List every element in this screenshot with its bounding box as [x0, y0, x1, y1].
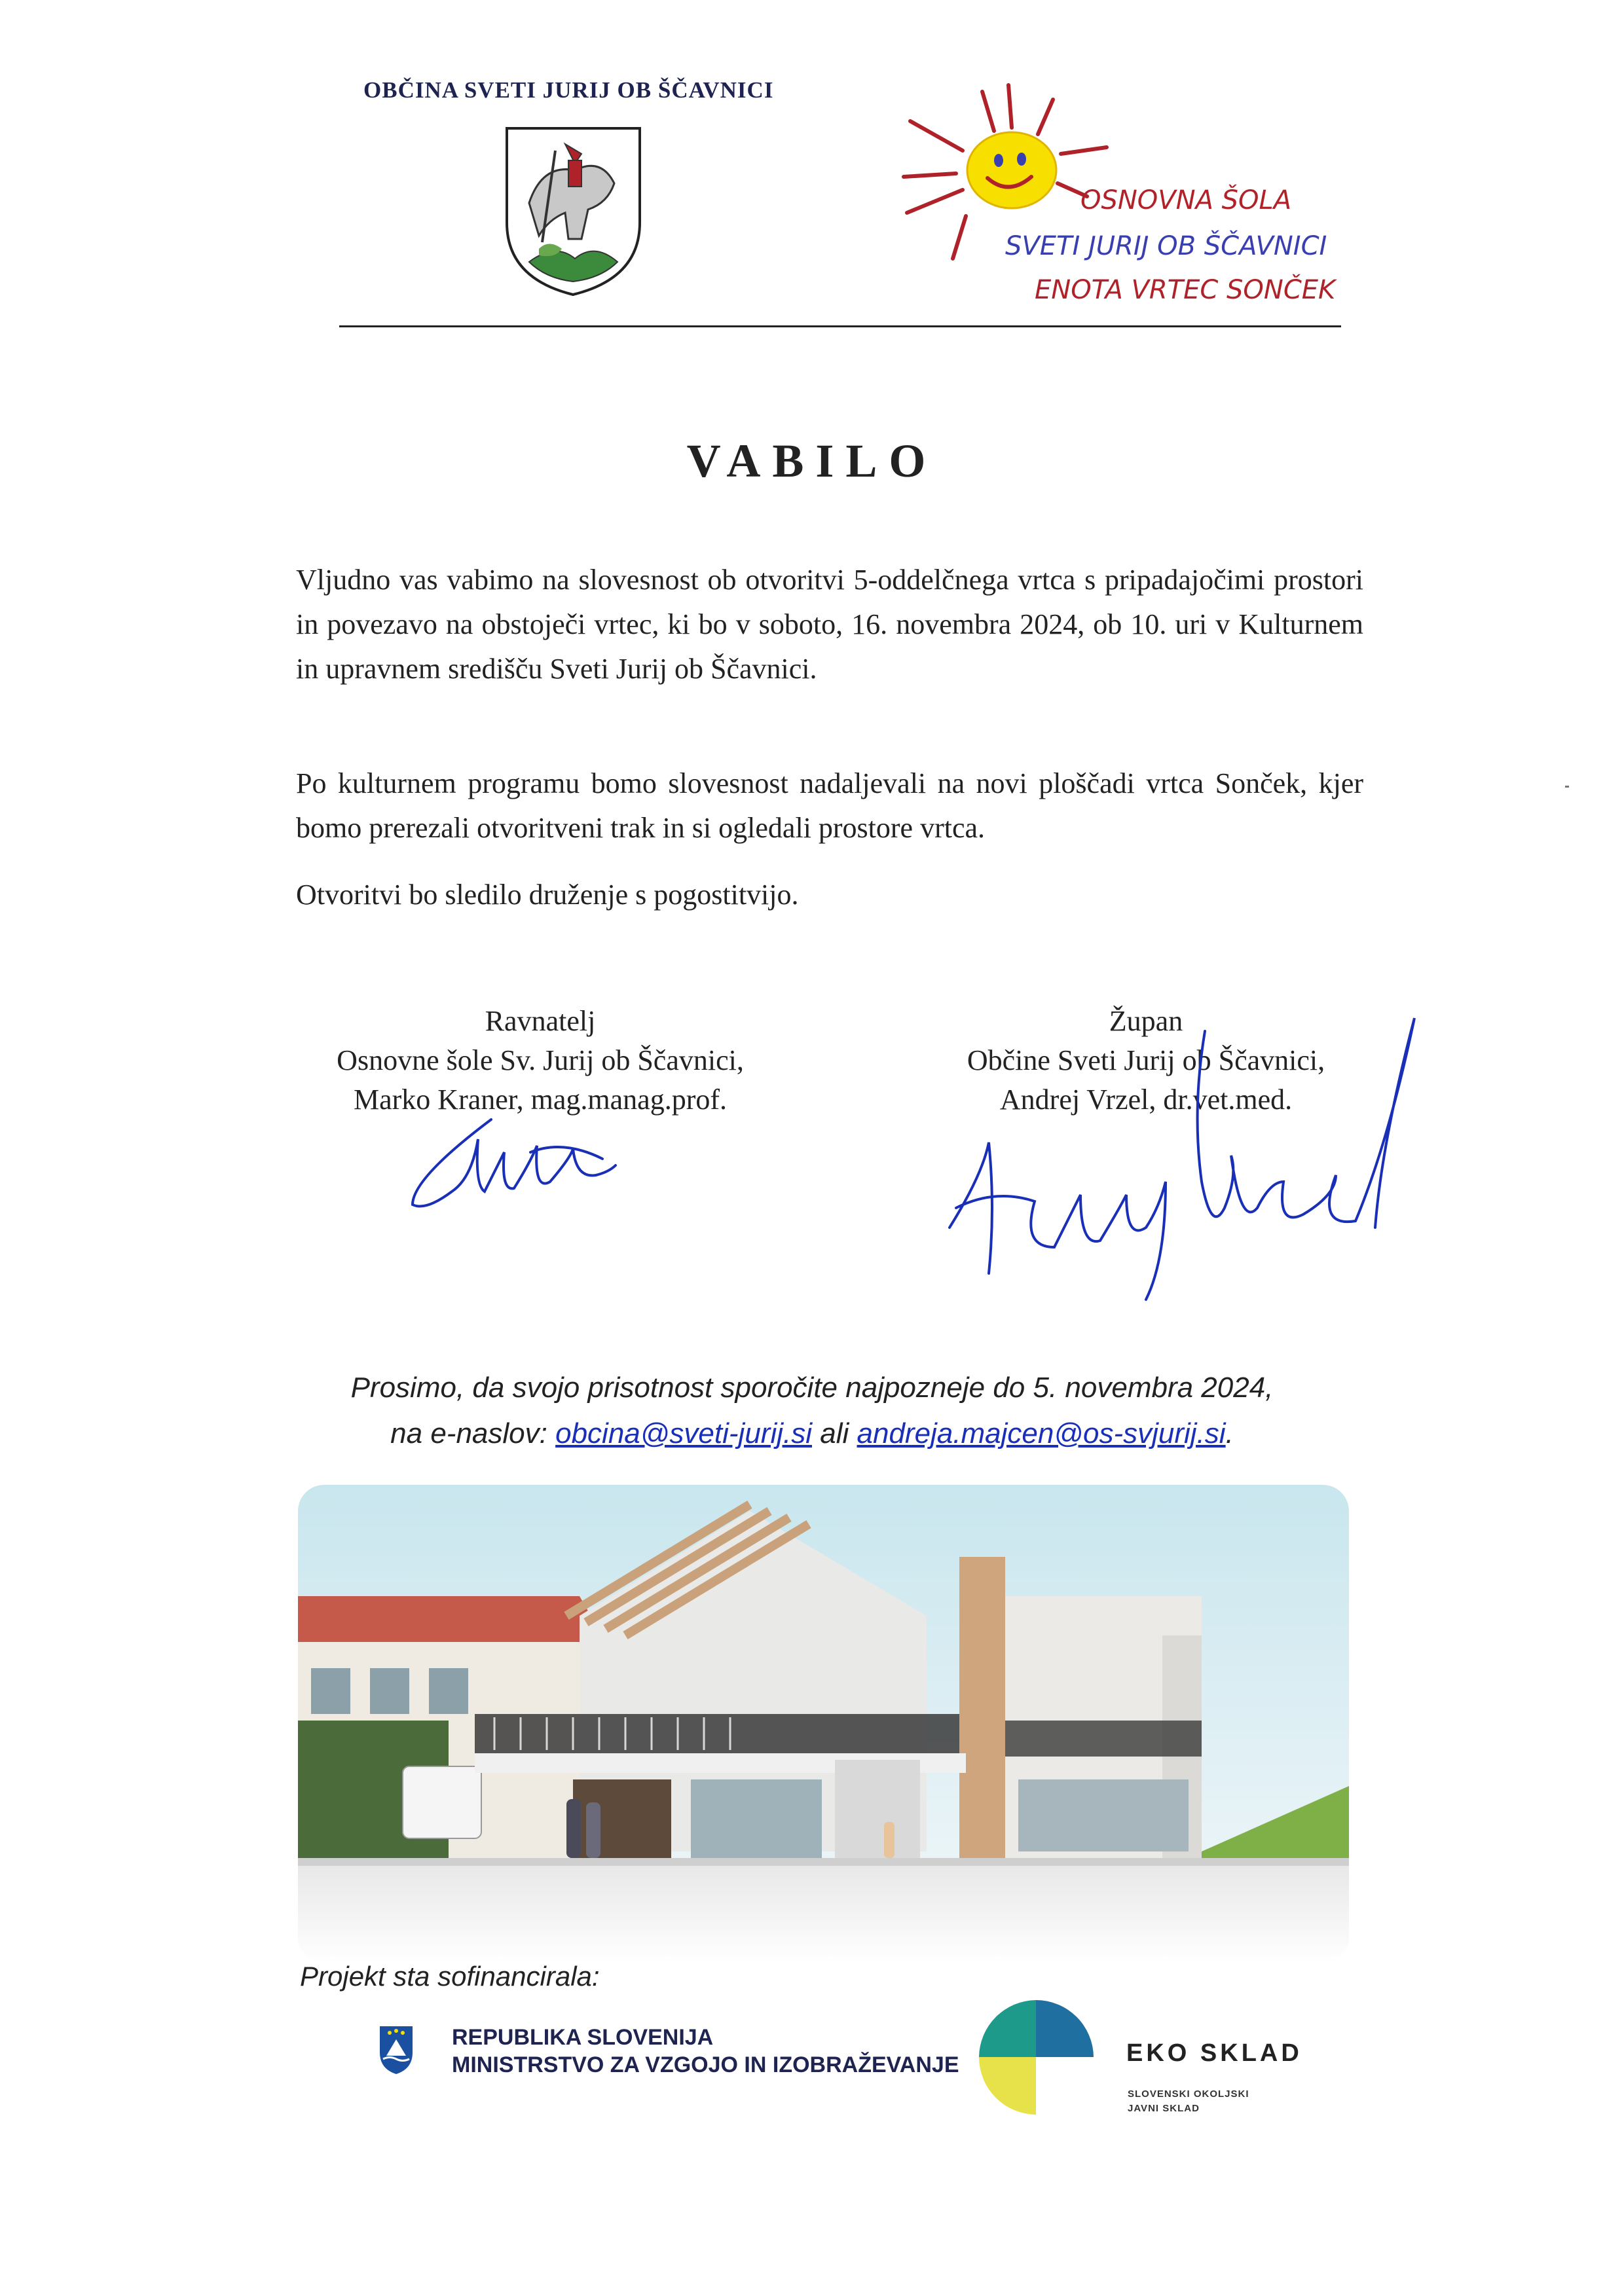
cofinanced-label: Projekt sta sofinancirala:	[300, 1961, 600, 1992]
invitation-paragraph-1: Vljudno vas vabimo na slovesnost ob otvoritvi 5-oddelčnega vrtca s pripadajočimi prostori in povezavo na obstoječi vrtec, ki bo v soboto, 16. novembra 2024, ob 10. uri v Kulturnem in upravnem središču Sveti Jurij ob Ščavnici.	[296, 564, 1363, 685]
email-link-municipality[interactable]: obcina@sveti-jurij.si	[555, 1417, 813, 1449]
eko-sklad-logo-icon	[976, 1997, 1097, 2118]
slovenia-coat-of-arms-icon	[377, 2023, 416, 2075]
signatory-left-role: Ravnatelj	[485, 1005, 596, 1037]
rsvp-suffix: .	[1225, 1417, 1234, 1449]
eko-sklad-subtitle-2: JAVNI SKLAD	[1128, 2103, 1200, 2114]
eko-sklad-subtitle-1: SLOVENSKI OKOLJSKI	[1128, 2088, 1249, 2100]
municipality-crest-icon	[503, 124, 644, 298]
email-link-school[interactable]: andreja.majcen@os-svjurij.si	[857, 1417, 1226, 1449]
handwritten-signature-right	[930, 1011, 1441, 1306]
rsvp-line-2	[0, 1411, 1624, 1457]
invitation-paragraph-2: Po kulturnem programu bomo slovesnost nadaljevali na novi ploščadi vrtca Sonček, kjer bomo prerezali otvoritveni trak in si ogledali prostore vrtca.	[296, 767, 1363, 844]
ministry-line-2: MINISTRSTVO ZA VZGOJO IN IZOBRAŽEVANJE	[452, 2052, 959, 2077]
invitation-paragraph-3: Otvoritvi bo sledilo druženje s pogostitvijo.	[296, 879, 799, 911]
document-title: VABILO	[686, 435, 938, 487]
signatory-right-role: Župan	[1109, 1005, 1183, 1037]
rsvp-prefix: na e-naslov:	[390, 1417, 556, 1449]
kindergarten-building-image	[298, 1485, 1349, 1963]
ministry-line-1: REPUBLIKA SLOVENIJA	[452, 2025, 714, 2050]
municipality-title: OBČINA SVETI JURIJ OB ŠČAVNICI	[363, 77, 774, 103]
scan-speck	[1565, 786, 1569, 788]
rsvp-line-1: Prosimo, da svojo prisotnost sporočite najpozneje do 5. novembra 2024,	[350, 1372, 1274, 1404]
handwritten-signature-left	[399, 1100, 622, 1218]
signatory-left-institution: Osnovne šole Sv. Jurij ob Ščavnici,	[337, 1044, 744, 1076]
signatory-right-name: Andrej Vrzel, dr.vet.med.	[999, 1084, 1293, 1116]
signatory-left-name: Marko Kraner, mag.manag.prof.	[353, 1084, 728, 1116]
school-name-line-2: SVETI JURIJ OB ŠČAVNICI	[1005, 231, 1327, 261]
school-name-line-1: OSNOVNA ŠOLA	[1080, 185, 1292, 215]
signatory-right-institution: Občine Sveti Jurij ob Ščavnici,	[967, 1044, 1325, 1076]
school-name-line-3: ENOTA VRTEC SONČEK	[1035, 275, 1336, 305]
rsvp-mid: ali	[812, 1417, 857, 1449]
header-divider	[339, 325, 1341, 327]
eko-sklad-title: EKO SKLAD	[1126, 2039, 1302, 2067]
